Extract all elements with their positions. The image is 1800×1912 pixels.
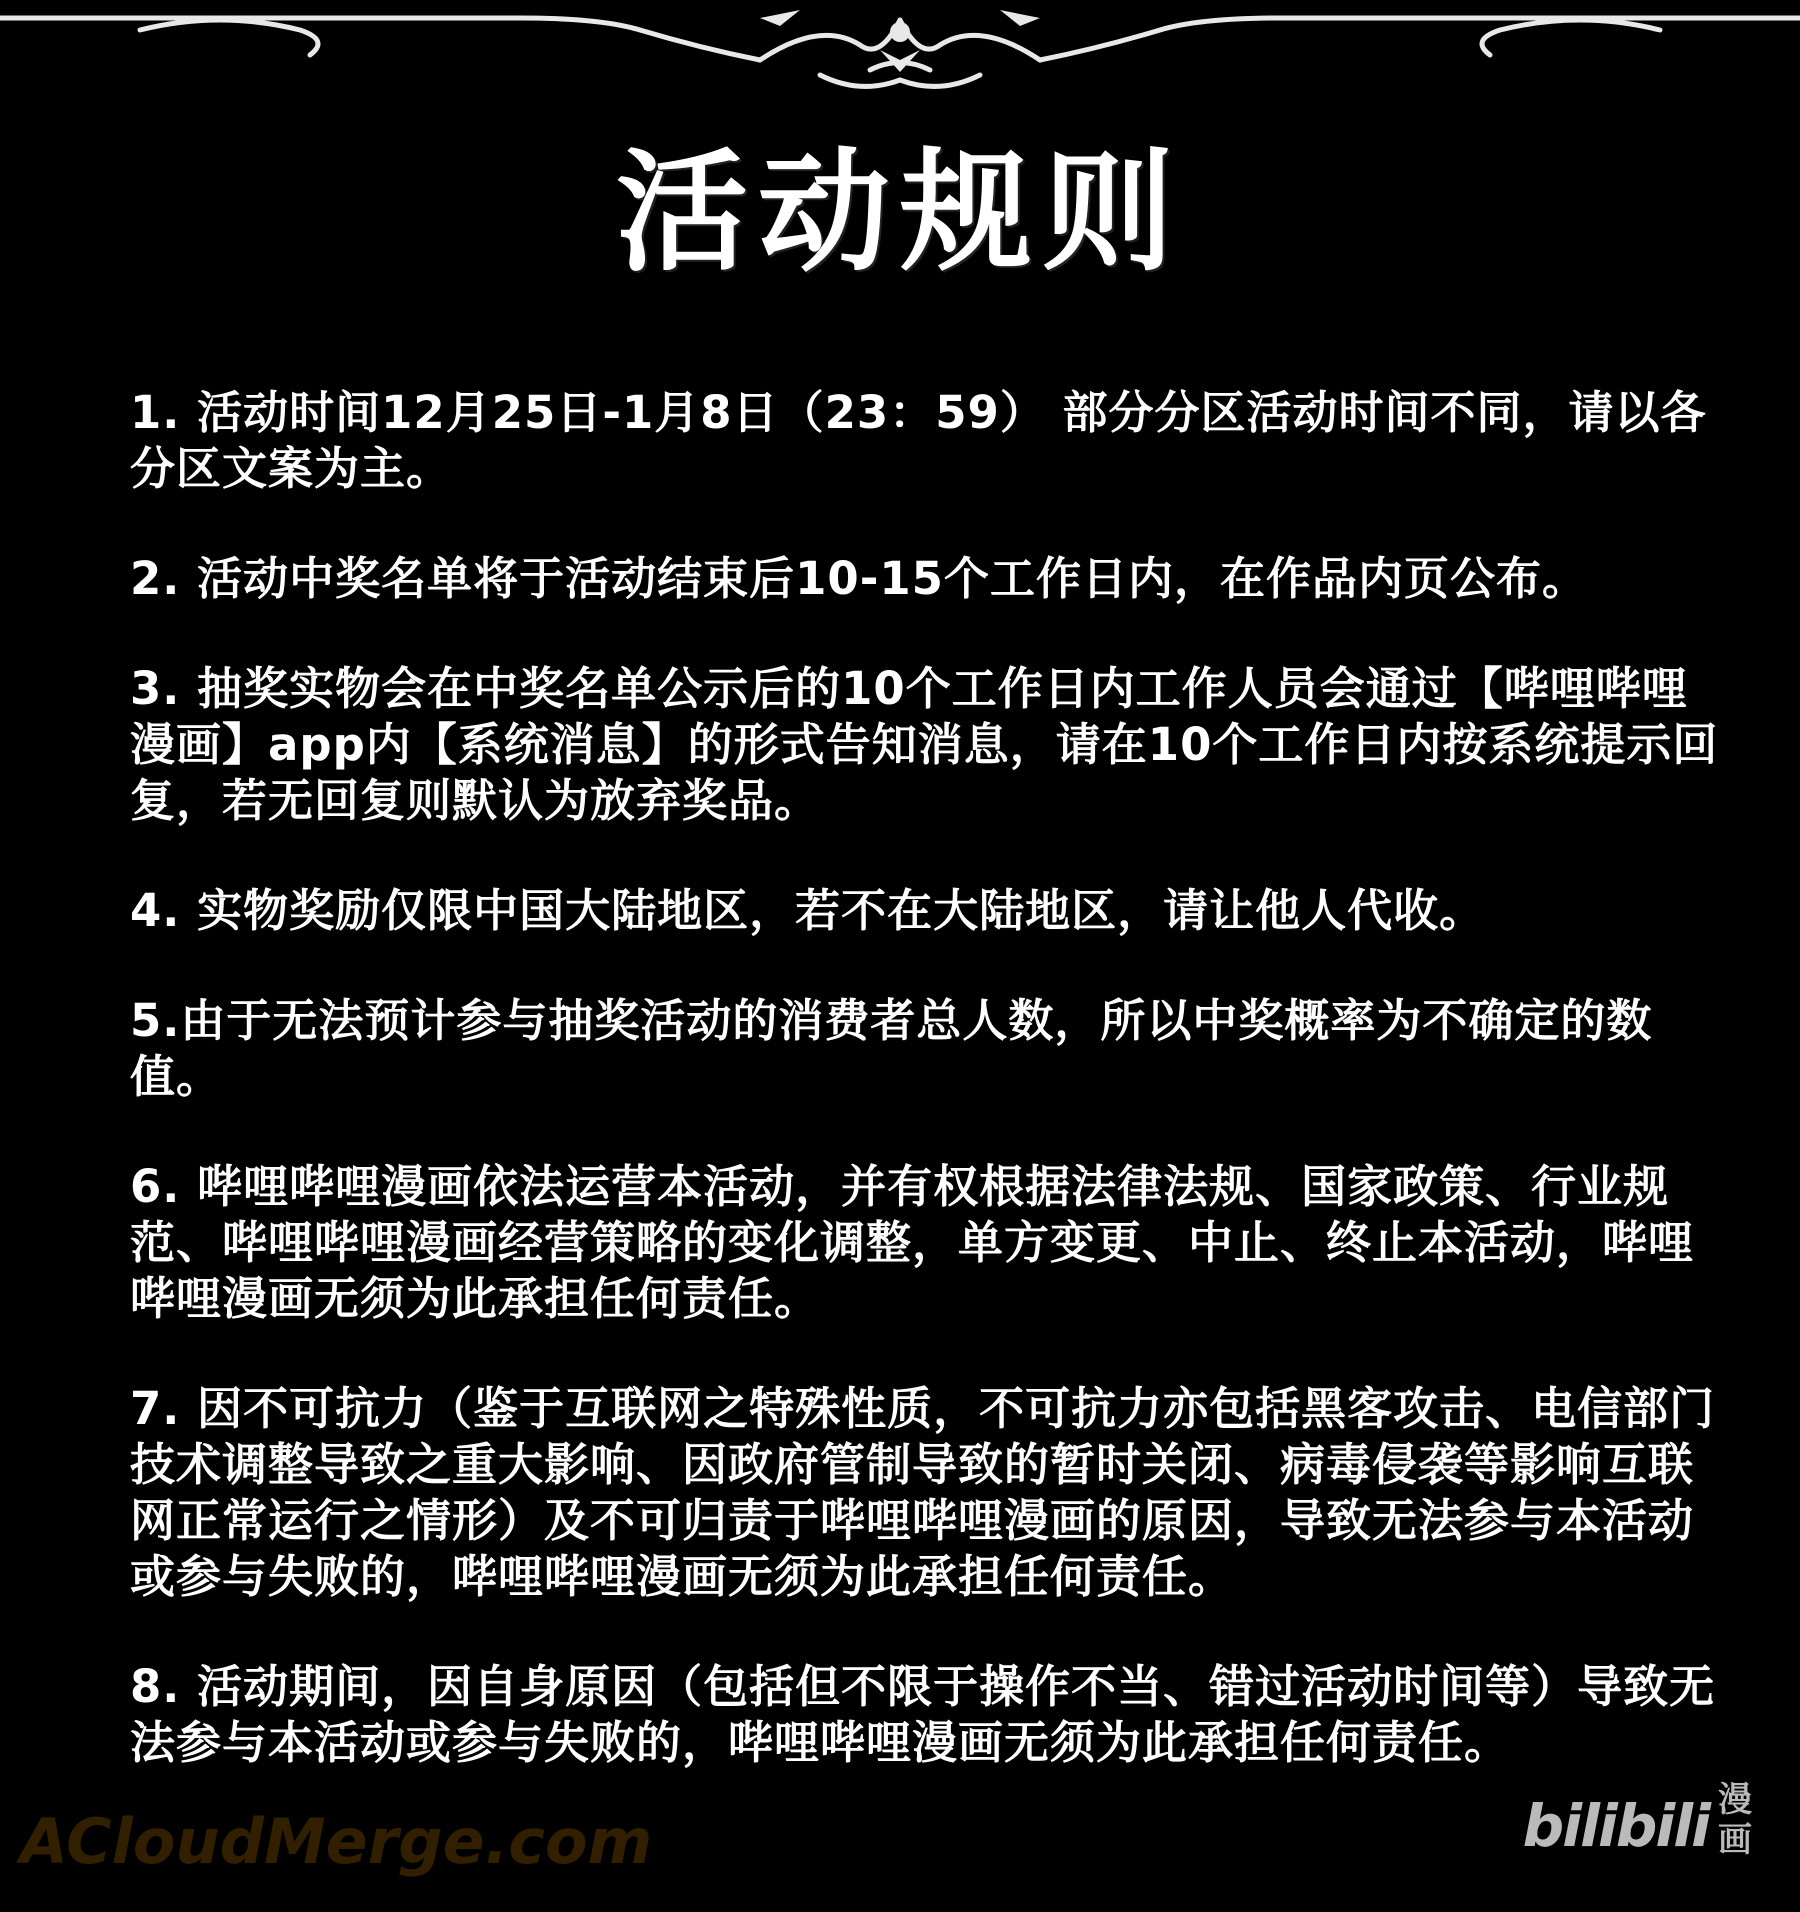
logo-word: bilibili bbox=[1522, 1792, 1709, 1860]
rule-item-2: 2. 活动中奖名单将于活动结束后10-15个工作日内，在作品内页公布。 bbox=[130, 552, 1588, 605]
rule-item-6: 6. 哔哩哔哩漫画依法运营本活动，并有权根据法律法规、国家政策、行业规范、哔哩哔哩漫画经营策略的变化调整，单方变更、中止、终止本活动，哔哩哔哩漫画无须为此承担任何责任。 bbox=[130, 1160, 1695, 1325]
top-ornament bbox=[0, 0, 1800, 110]
watermark-text: ACloudMerge.com bbox=[20, 1805, 653, 1878]
rule-item-7: 7. 因不可抗力（鉴于互联网之特殊性质，不可抗力亦包括黑客攻击、电信部门技术调整导致之重大影响、因政府管制导致的暂时关闭、病毒侵袭等影响互联网正常运行之情形）及不可归责于哔哩哔哩漫画的原因，导致无法参与本活动或参与失败的，哔哩哔哩漫画无须为此承担任何责任。 bbox=[130, 1382, 1716, 1603]
rules-list bbox=[130, 385, 1720, 1825]
page-title: 活动规则 bbox=[616, 135, 1184, 290]
rule-item-8: 8. 活动期间，因自身原因（包括但不限于操作不当、错过活动时间等）导致无法参与本活动或参与失败的，哔哩哔哩漫画无须为此承担任何责任。 bbox=[130, 1660, 1716, 1769]
rule-item-1: 1. 活动时间12月25日-1月8日（23：59） 部分分区活动时间不同，请以各分区文案为主。 bbox=[130, 386, 1707, 495]
bilibili-manga-logo bbox=[1523, 1780, 1755, 1860]
logo-sub: 漫画 bbox=[1718, 1780, 1752, 1860]
rule-item-5: 5.由于无法预计参与抽奖活动的消费者总人数，所以中奖概率为不确定的数值。 bbox=[130, 994, 1653, 1103]
rule-item-3: 3. 抽奖实物会在中奖名单公示后的10个工作日内工作人员会通过【哔哩哔哩漫画】app内【系统消息】的形式告知消息，请在10个工作日内按系统提示回复，若无回复则默认为放弃奖品。 bbox=[130, 662, 1719, 827]
rule-item-4: 4. 实物奖励仅限中国大陆地区，若不在大陆地区，请让他人代收。 bbox=[130, 884, 1486, 937]
